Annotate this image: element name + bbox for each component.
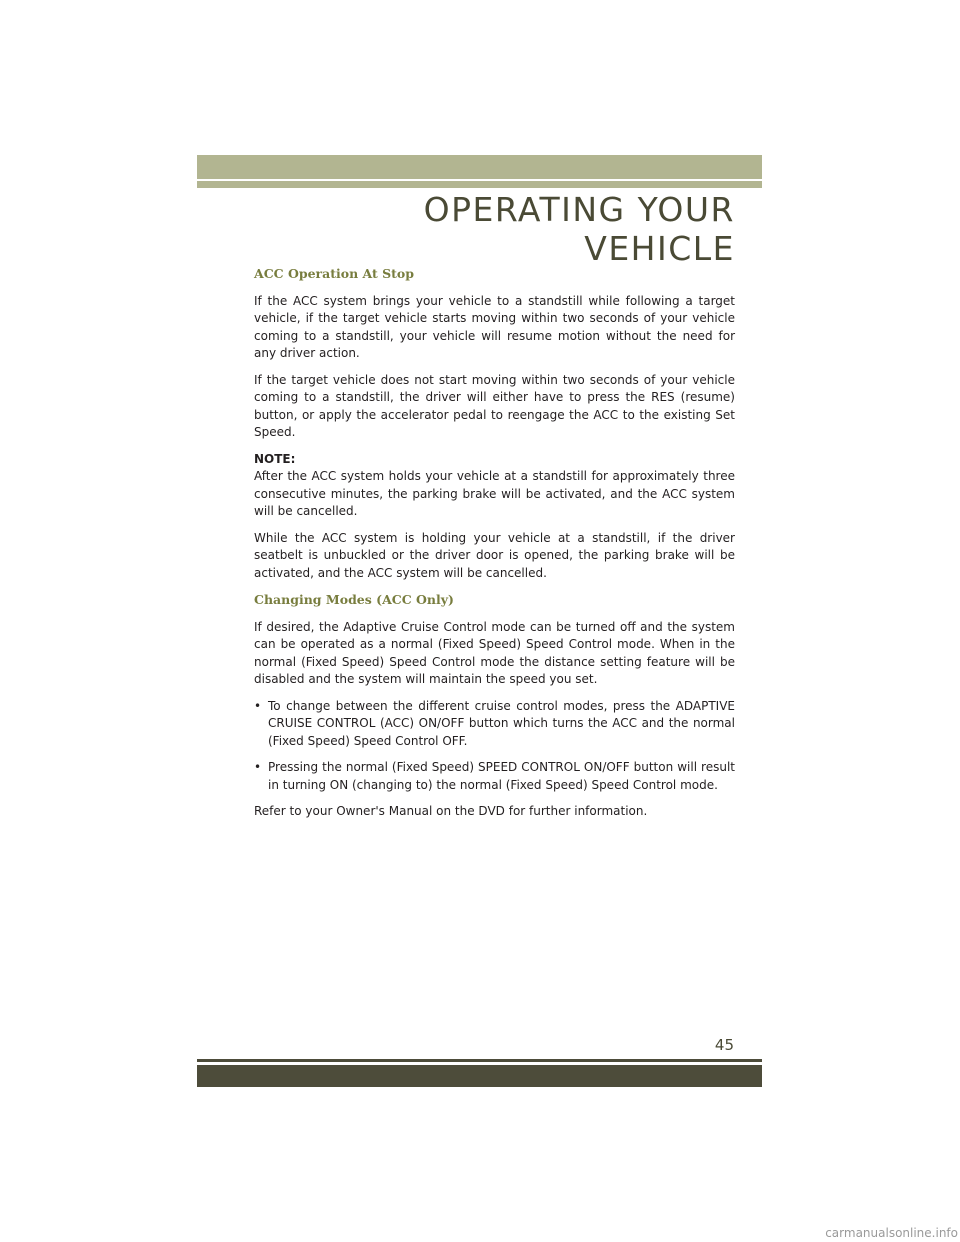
- paragraph: If desired, the Adaptive Cruise Control mode can be turned off and the system can be operated as a normal (Fixed Speed) Speed Control mode. When in the normal (Fixed Speed) Speed Control mode the distance setting feature will be disabled and the system will maintain the speed you set.: [254, 619, 735, 686]
- list-item: [254, 698, 735, 751]
- list-item-text: Pressing the normal (Fixed Speed) SPEED CONTROL ON/OFF button will result in turning ON (changing to) the normal (Fixed Speed) Speed Control mode.: [268, 760, 735, 792]
- paragraph: Refer to your Owner's Manual on the DVD for further information.: [254, 804, 648, 818]
- header-band-rule: [197, 181, 762, 188]
- note-label: NOTE:: [254, 451, 296, 466]
- bullet-icon: •: [254, 698, 262, 713]
- note-text: After the ACC system holds your vehicle at a standstill for approximately three consecutive minutes, the parking brake will be activated, and the ACC system will be cancelled.: [254, 469, 735, 518]
- list-item: [254, 759, 735, 794]
- heading-changing-modes: Changing Modes (ACC Only): [254, 592, 454, 607]
- section-title: OPERATING YOUR VEHICLE: [423, 190, 735, 268]
- bullet-list: [254, 698, 735, 795]
- watermark: carmanualsonline.info: [825, 1226, 958, 1240]
- header-band: [197, 155, 762, 179]
- footer-band: [197, 1065, 762, 1087]
- page-number: 45: [714, 1036, 734, 1054]
- list-item-text: To change between the different cruise control modes, press the ADAPTIVE CRUISE CONTROL (ACC) ON/OFF button which turns the ACC and the normal (Fixed Speed) Speed Control OFF.: [268, 698, 735, 748]
- paragraph: If the ACC system brings your vehicle to a standstill while following a target vehicle, if the target vehicle starts moving within two seconds of your vehicle coming to a standstill, your vehicle will resume motion without the need for any driver action.: [254, 293, 735, 360]
- paragraph: If the target vehicle does not start moving within two seconds of your vehicle coming to a standstill, the driver will either have to press the RES (resume) button, or apply the accelerator pedal to reengage the ACC to the existing Set Speed.: [254, 372, 735, 439]
- footer-band-rule: [197, 1059, 762, 1062]
- bullet-icon: •: [254, 760, 262, 774]
- heading-acc-operation-at-stop: ACC Operation At Stop: [254, 266, 414, 281]
- paragraph: While the ACC system is holding your vehicle at a standstill, if the driver seatbelt is unbuckled or the driver door is opened, the parking brake will be activated, and the ACC system will be cancelled.: [254, 530, 735, 580]
- page-content: [254, 265, 735, 830]
